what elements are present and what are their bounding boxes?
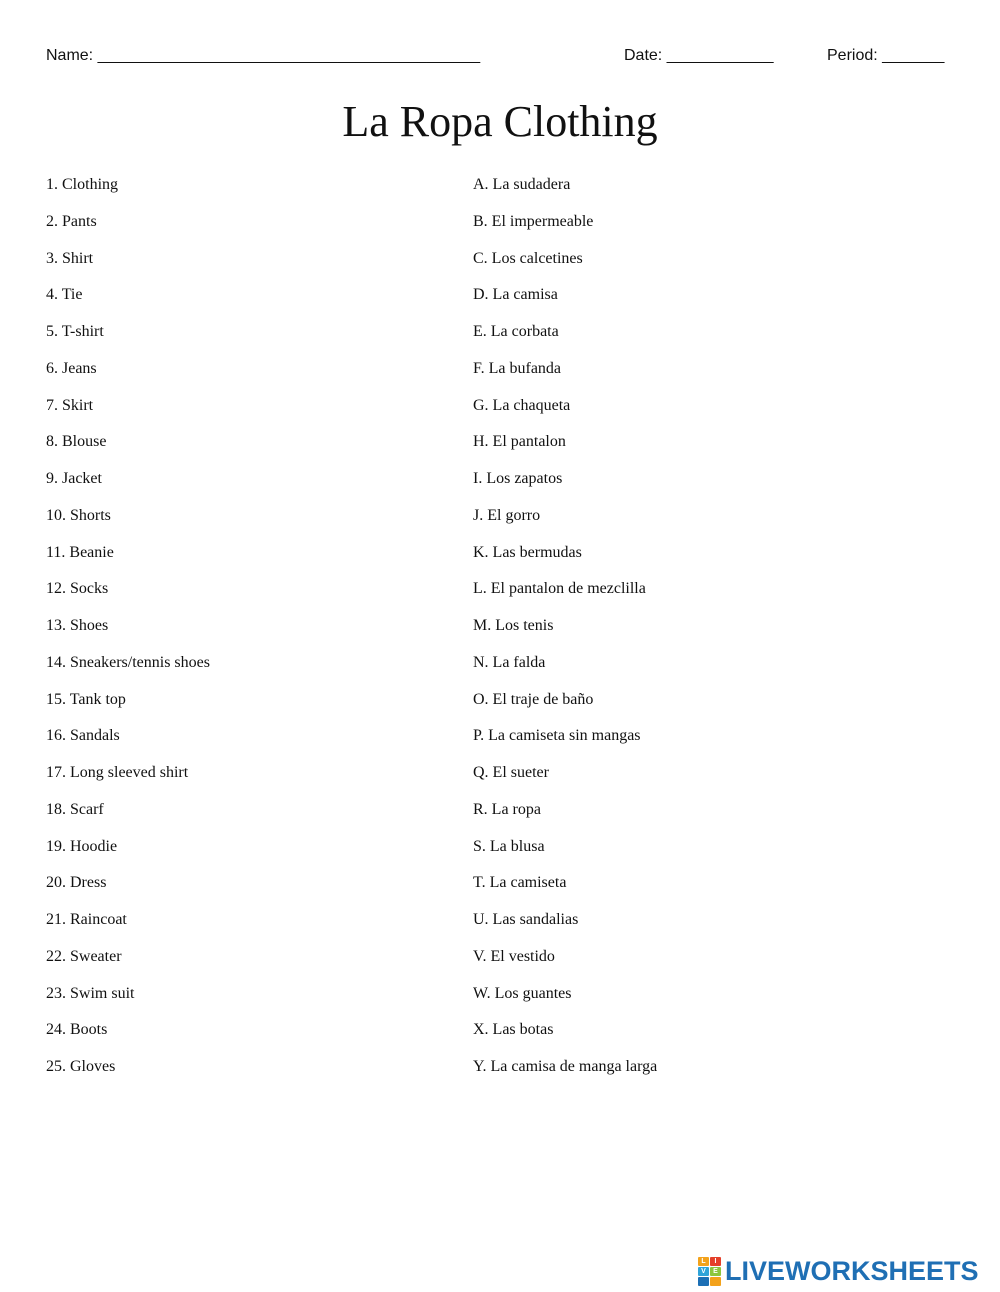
name-field: Name: ___________________________________________ bbox=[46, 47, 481, 64]
spanish-term: A. La sudadera bbox=[473, 176, 571, 193]
spanish-term: N. La falda bbox=[473, 653, 546, 671]
english-term: 6. Jeans bbox=[46, 359, 97, 377]
spanish-term: F. La bufanda bbox=[473, 359, 562, 377]
liveworksheets-logo-text: LIVEWORKSHEETS bbox=[725, 1256, 979, 1286]
english-term: 22. Sweater bbox=[46, 947, 122, 965]
english-term: 25. Gloves bbox=[46, 1058, 116, 1075]
english-term: 12. Socks bbox=[46, 580, 109, 598]
spanish-term: H. El pantalon bbox=[473, 433, 566, 451]
english-term: 10. Shorts bbox=[46, 506, 111, 524]
english-term: 23. Swim suit bbox=[46, 984, 135, 1002]
spanish-term: W. Los guantes bbox=[473, 984, 572, 1002]
period-field: Period: _______ bbox=[827, 47, 945, 64]
spanish-term: L. El pantalon de mezclilla bbox=[473, 580, 646, 598]
spanish-term: D. La camisa bbox=[473, 286, 558, 304]
english-term: 15. Tank top bbox=[46, 690, 126, 708]
english-term: 24. Boots bbox=[46, 1021, 108, 1039]
english-term: 13. Shoes bbox=[46, 617, 109, 634]
english-terms-list bbox=[46, 174, 446, 1093]
spanish-term: J. El gorro bbox=[473, 506, 541, 524]
english-term: 3. Shirt bbox=[46, 249, 94, 267]
spanish-term: G. La chaqueta bbox=[473, 396, 571, 414]
spanish-term: X. Las botas bbox=[473, 1021, 554, 1039]
english-term: 7. Skirt bbox=[46, 396, 94, 414]
page-title: La Ropa Clothing bbox=[342, 97, 658, 146]
english-term: 9. Jacket bbox=[46, 470, 102, 487]
spanish-term: B. El impermeable bbox=[473, 212, 594, 230]
spanish-term: S. La blusa bbox=[473, 837, 545, 855]
spanish-term: E. La corbata bbox=[473, 323, 559, 340]
spanish-term: P. La camiseta sin mangas bbox=[473, 727, 641, 745]
english-term: 18. Scarf bbox=[46, 800, 104, 818]
spanish-term: T. La camiseta bbox=[473, 874, 567, 892]
english-term: 19. Hoodie bbox=[46, 837, 118, 855]
english-term: 2. Pants bbox=[46, 212, 97, 230]
english-term: 4. Tie bbox=[46, 286, 83, 304]
spanish-term: C. Los calcetines bbox=[473, 249, 583, 267]
spanish-term: U. Las sandalias bbox=[473, 911, 579, 928]
spanish-terms-list bbox=[473, 174, 973, 1093]
english-term: 5. T-shirt bbox=[46, 323, 104, 340]
english-term: 1. Clothing bbox=[46, 176, 119, 193]
spanish-term: Q. El sueter bbox=[473, 764, 549, 781]
date-field: Date: ____________ bbox=[624, 47, 774, 64]
english-term: 20. Dress bbox=[46, 874, 107, 892]
spanish-term: V. El vestido bbox=[473, 947, 555, 965]
english-term: 16. Sandals bbox=[46, 727, 120, 745]
liveworksheets-logo bbox=[698, 1257, 979, 1285]
liveworksheets-logo-icon: L I V E bbox=[698, 1257, 721, 1286]
spanish-term: K. Las bermudas bbox=[473, 543, 582, 561]
spanish-term: Y. La camisa de manga larga bbox=[473, 1058, 658, 1075]
spanish-term: O. El traje de baño bbox=[473, 690, 594, 708]
english-term: 11. Beanie bbox=[46, 543, 114, 561]
english-term: 17. Long sleeved shirt bbox=[46, 764, 189, 781]
spanish-term: I. Los zapatos bbox=[473, 470, 563, 487]
english-term: 21. Raincoat bbox=[46, 911, 127, 928]
english-term: 14. Sneakers/tennis shoes bbox=[46, 653, 210, 671]
spanish-term: M. Los tenis bbox=[473, 617, 554, 634]
worksheet-header bbox=[46, 47, 956, 69]
english-term: 8. Blouse bbox=[46, 433, 107, 451]
spanish-term: R. La ropa bbox=[473, 800, 541, 818]
